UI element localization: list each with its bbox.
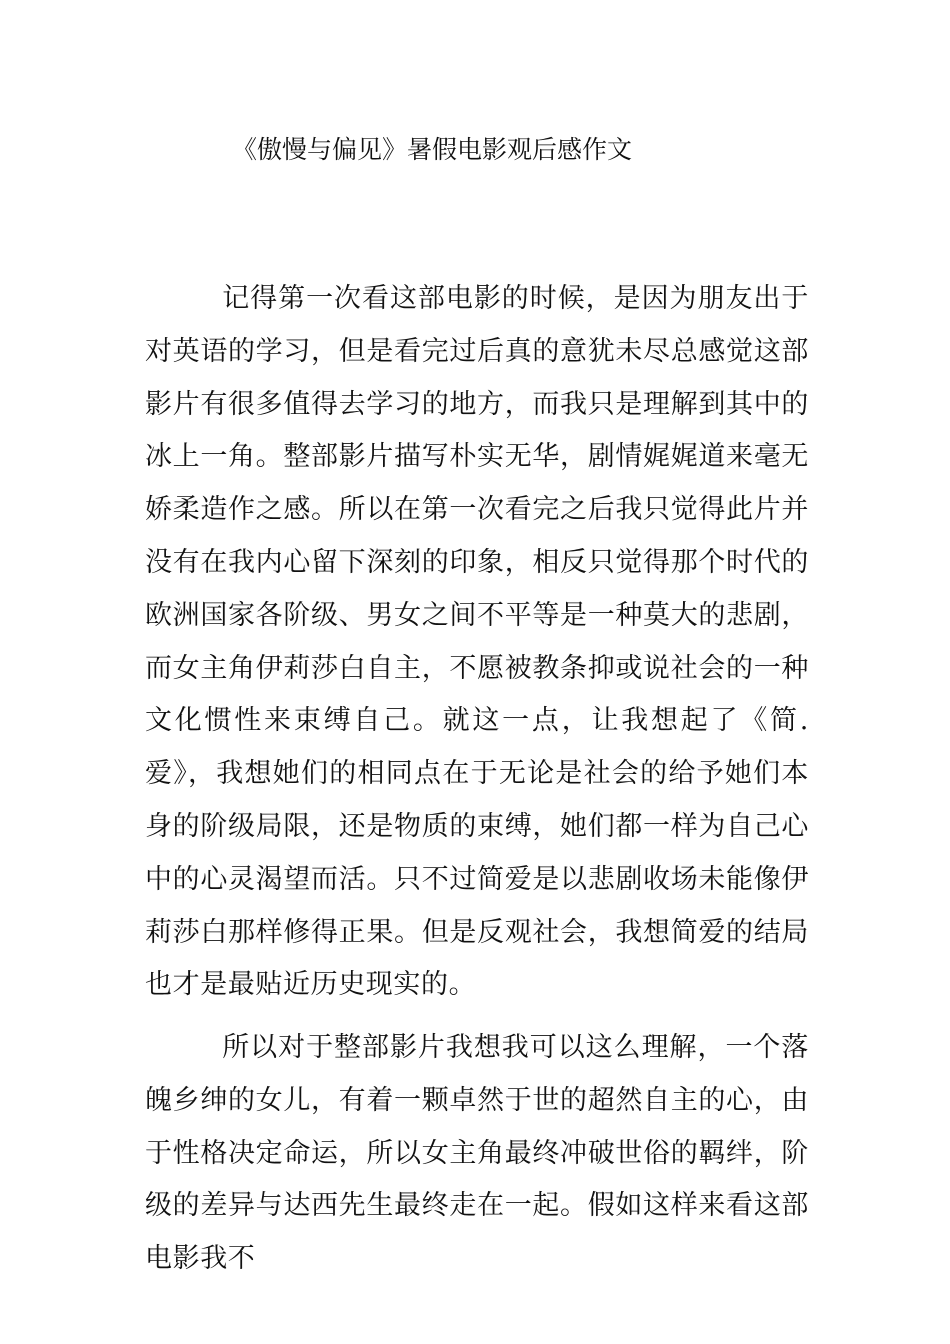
paragraph-2: 所以对于整部影片我想我可以这么理解，一个落魄乡绅的女儿，有着一颗卓然于世的超然自主的心，由于性格决定命运，所以女主角最终冲破世俗的羁绊，阶级的差异与达西先生最终走在一起。假如这样来看这部电影我不 bbox=[145, 1032, 809, 1275]
document-title: 《傲慢与偏见》暑假电影观后感作文 bbox=[232, 135, 633, 164]
paragraph-1: 记得第一次看这部电影的时候，是因为朋友出于对英语的学习，但是看完过后真的意犹未尽总感觉这部影片有很多值得去学习的地方，而我只是理解到其中的冰上一角。整部影片描写朴实无华，剧情娓娓道来毫无娇柔造作之感。所以在第一次看完之后我只觉得此片并没有在我内心留下深刻的印象，相反只觉得那个时代的欧洲国家各阶级、男女之间不平等是一种莫大的悲剧，而女主角伊莉莎白自主，不愿被教条抑或说社会的一种文化惯性来束缚自己。就这一点，让我想起了《简.爱》，我想她们的相同点在于无论是社会的给予她们本身的阶级局限，还是物质的束缚，她们都一样为自己心中的心灵渴望而活。只不过简爱是以悲剧收场未能像伊莉莎白那样修得正果。但是反观社会，我想简爱的结局也才是最贴近历史现实的。 bbox=[145, 283, 809, 1001]
